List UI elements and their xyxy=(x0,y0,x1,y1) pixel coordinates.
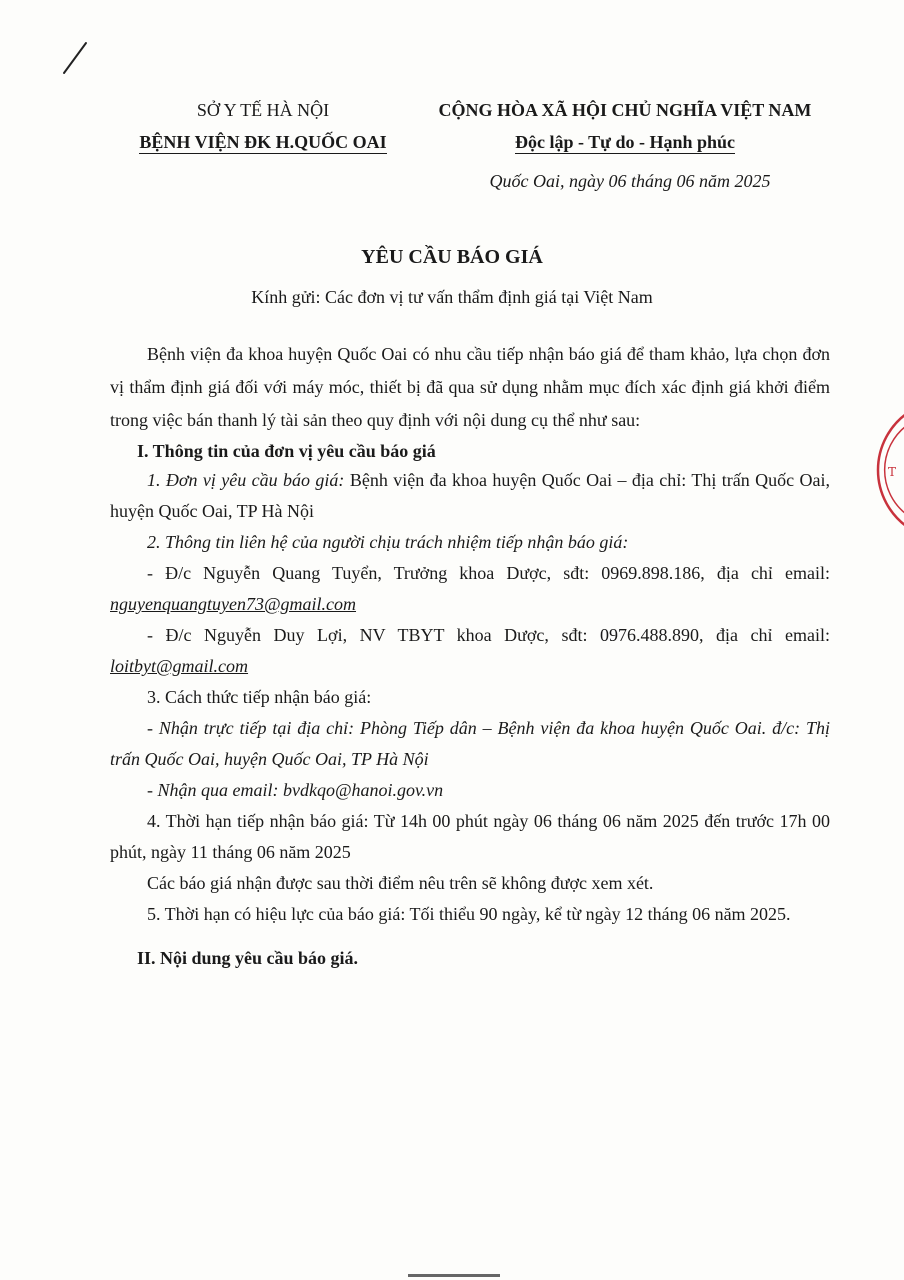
item-4: 4. Thời hạn tiếp nhận báo giá: Từ 14h 00 phút ngày 06 tháng 06 năm 2025 đến trước 17h 00 phút, ngày 11 tháng 06 năm 2025 xyxy=(110,811,830,862)
item-5: 5. Thời hạn có hiệu lực của báo giá: Tối thiểu 90 ngày, kể từ ngày 12 tháng 06 năm 2025. xyxy=(147,904,791,924)
item-1-text: Bệnh viện đa khoa huyện Quốc Oai – địa chỉ: Thị trấn Quốc Oai, huyện Quốc Oai, TP Hà Nội xyxy=(110,470,831,521)
stamp-letter: T xyxy=(888,465,897,479)
item-1 xyxy=(110,465,830,527)
item-3: 3. Cách thức tiếp nhận báo giá: xyxy=(147,687,372,707)
method-2: - Nhận qua email: bvdkqo@hanoi.gov.vn xyxy=(147,780,444,800)
document-title: YÊU CẦU BÁO GIÁ xyxy=(361,246,543,268)
place-date: Quốc Oai, ngày 06 tháng 06 năm 2025 xyxy=(489,171,771,191)
contact-1-text: - Đ/c Nguyễn Quang Tuyển, Trưởng khoa Dược, sđt: 0969.898.186, địa chỉ email: xyxy=(147,563,830,583)
red-stamp-edge xyxy=(868,410,904,530)
item-2: 2. Thông tin liên hệ của người chịu trách nhiệm tiếp nhận báo giá: xyxy=(147,532,629,552)
nation-name: CỘNG HÒA XÃ HỘI CHỦ NGHĨA VIỆT NAM xyxy=(438,100,812,120)
recipient-line: Kính gửi: Các đơn vị tư vấn thẩm định giá tại Việt Nam xyxy=(251,287,653,307)
contact-1-email-link[interactable]: nguyenquangtuyen73@gmail.com xyxy=(110,594,357,614)
contact-2-text: - Đ/c Nguyễn Duy Lợi, NV TBYT khoa Dược, sđt: 0976.488.890, địa chỉ email: xyxy=(147,625,830,645)
agency-name: SỞ Y TẾ HÀ NỘI xyxy=(196,100,330,120)
late-note: Các báo giá nhận được sau thời điểm nêu trên sẽ không được xem xét. xyxy=(147,873,654,893)
section-2-heading: II. Nội dung yêu cầu báo giá. xyxy=(137,948,359,968)
issuer-block xyxy=(118,94,408,158)
contact-2 xyxy=(110,620,830,682)
contact-2-email-link[interactable]: loitbyt@gmail.com xyxy=(110,656,249,676)
hospital-name: BỆNH VIỆN ĐK H.QUỐC OAI xyxy=(139,132,387,152)
intro-paragraph: Bệnh viện đa khoa huyện Quốc Oai có nhu cầu tiếp nhận báo giá để tham khảo, lựa chọn đơn vị thẩm định giá đối với máy móc, thiết bị đã qua sử dụng nhằm mục đích xác định giá khởi điểm trong việc bán thanh lý tài sản theo quy định với nội dung cụ thể như sau: xyxy=(110,344,830,430)
item-1-label: 1. Đơn vị yêu cầu báo giá: xyxy=(147,470,345,490)
document-body xyxy=(110,338,830,972)
section-1-heading: I. Thông tin của đơn vị yêu cầu báo giá xyxy=(137,441,436,461)
national-heading xyxy=(410,94,840,158)
bottom-edge-mark xyxy=(408,1274,500,1277)
method-1: - Nhận trực tiếp tại địa chỉ: Phòng Tiếp dân – Bệnh viện đa khoa huyện Quốc Oai. đ/c: Thị trấn Quốc Oai, huyện Quốc Oai, TP Hà Nội xyxy=(110,718,830,769)
motto: Độc lập - Tự do - Hạnh phúc xyxy=(514,132,736,152)
contact-1 xyxy=(110,558,830,620)
handwritten-slash-mark xyxy=(60,40,90,76)
